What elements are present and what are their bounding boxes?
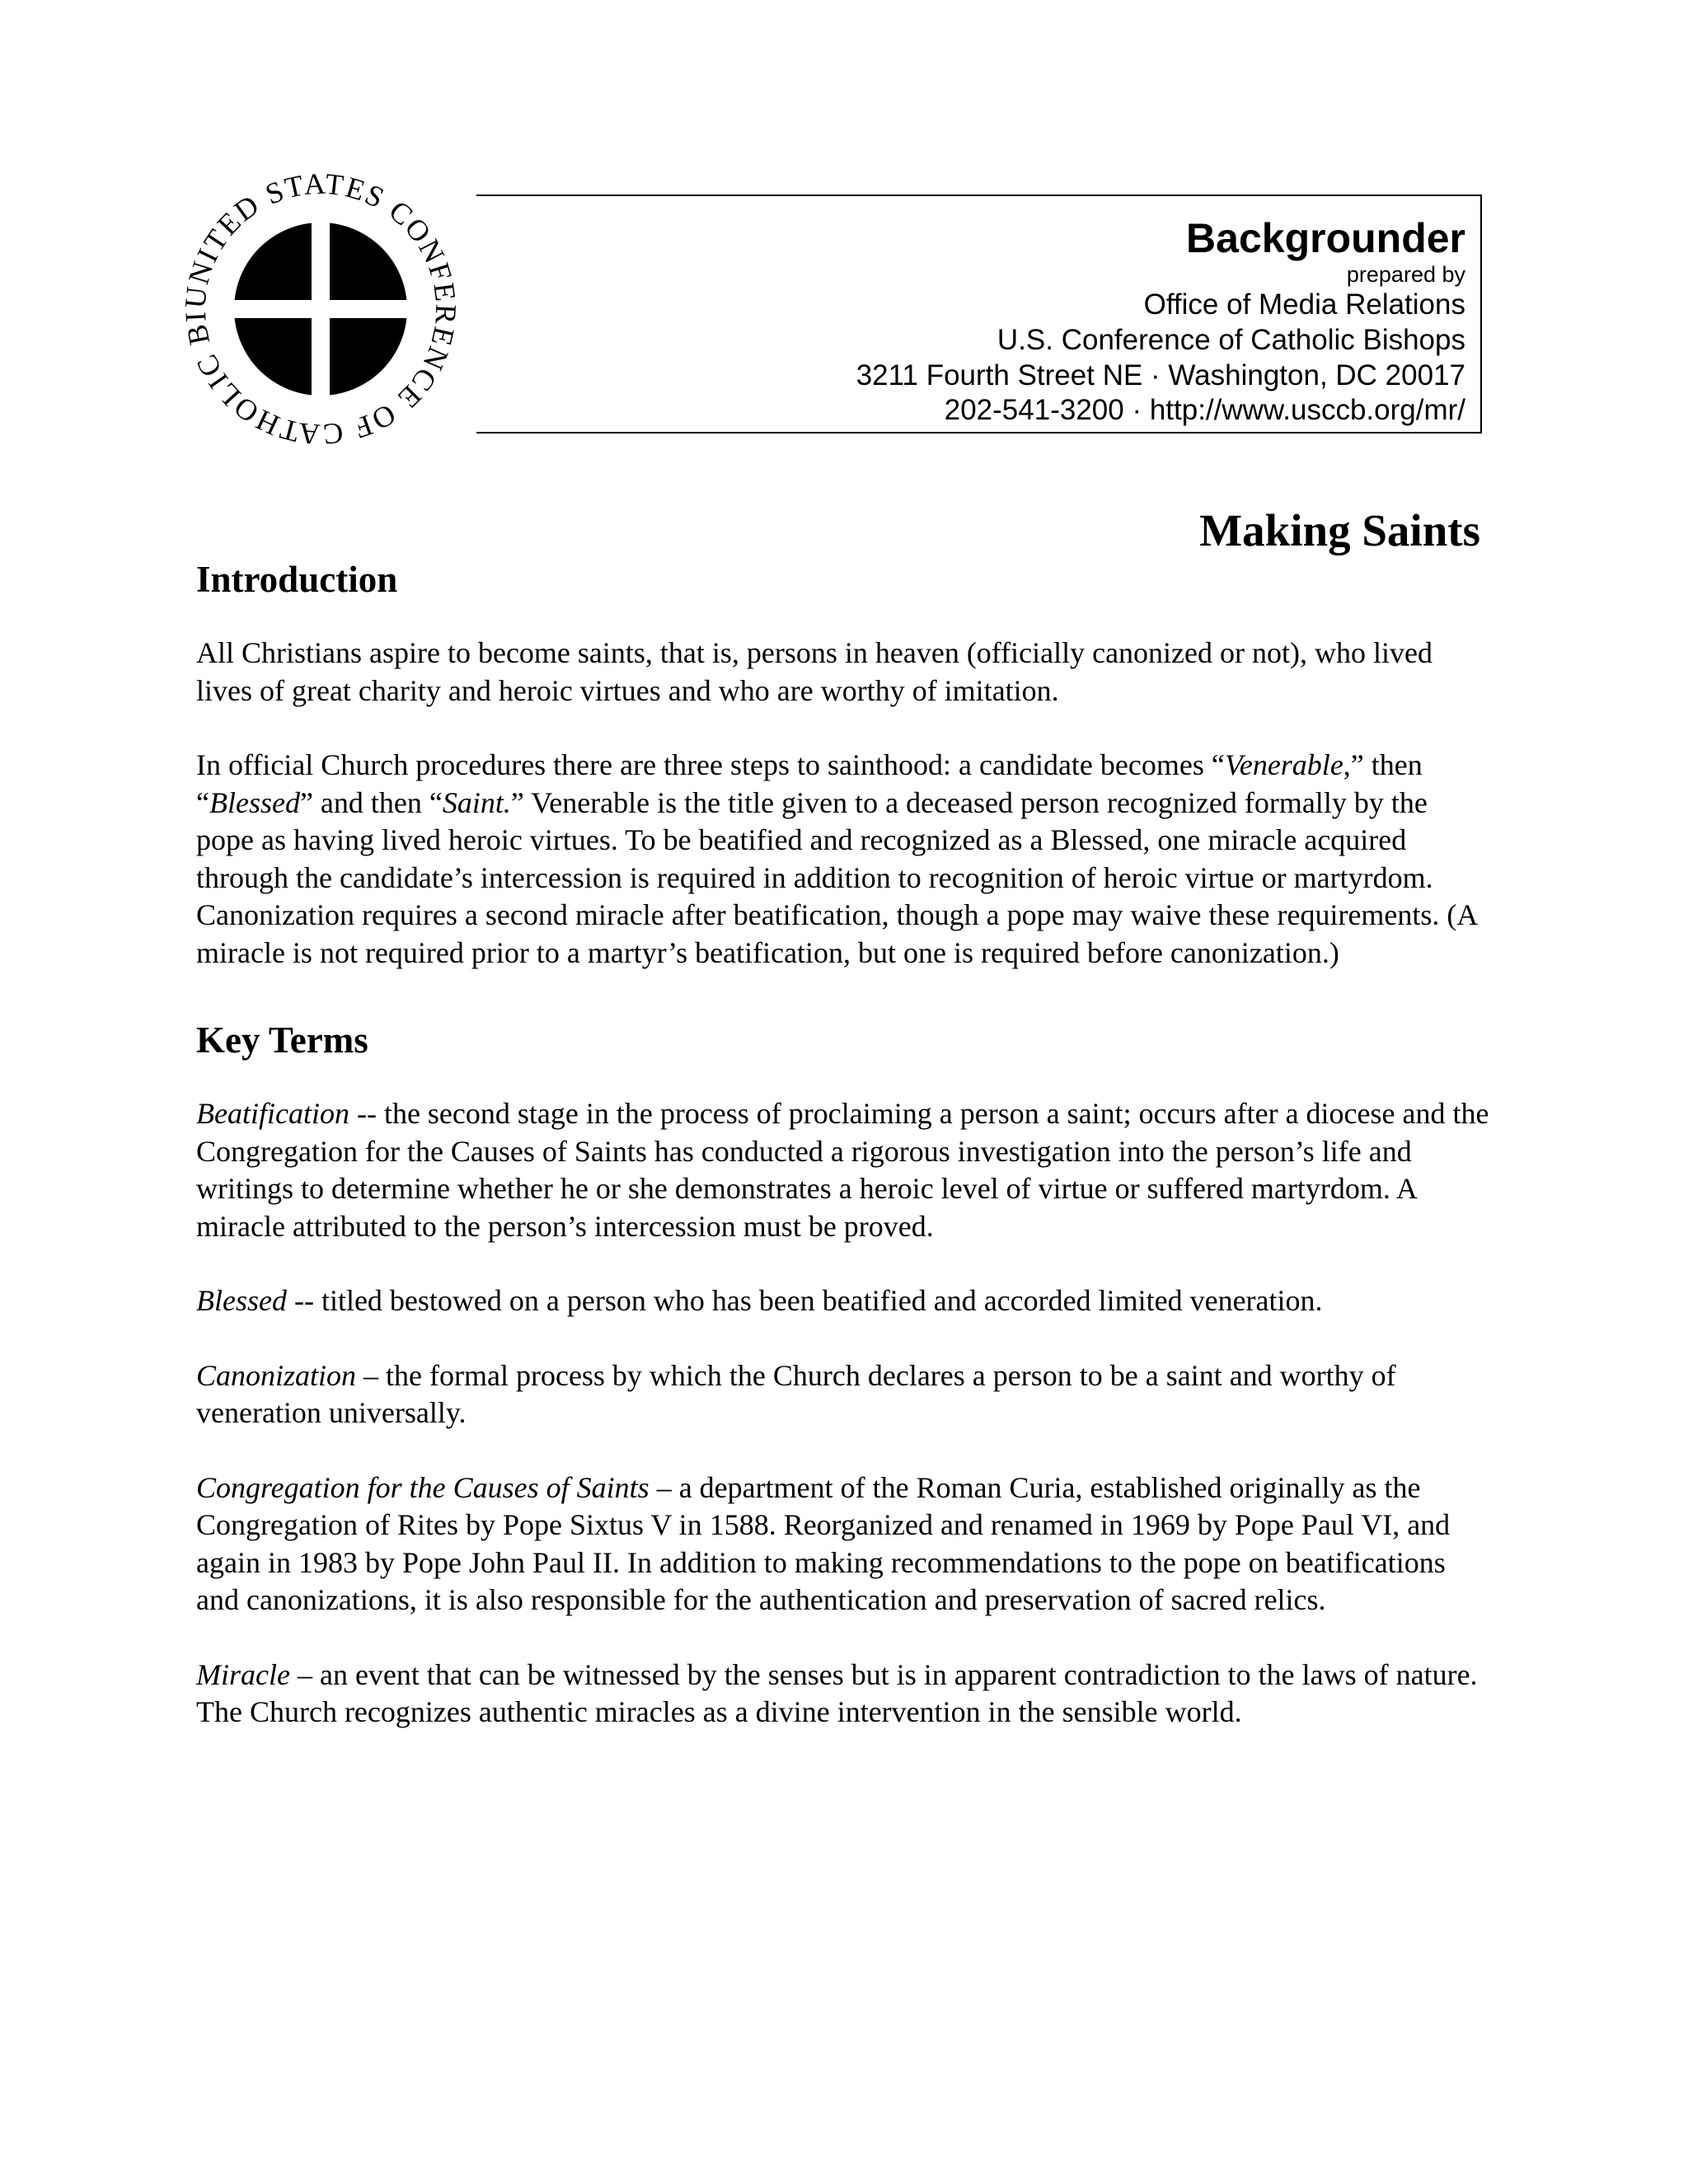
prepared-by-label: prepared by xyxy=(1346,262,1465,287)
term-saint: Saint. xyxy=(442,785,511,819)
document-body xyxy=(196,557,1490,1769)
key-term-definition: – a department of the Roman Curia, established originally as the Congregation of Rites by Pope Sixtus V in 1588. Reorganized and renamed in 1969 by Pope Paul VI, and again in 1983 by Pope John Paul II. In addition to making recommendations to the pope on beatifications and canonizations, it is also responsible for the authentication and preservation of sacred relics. xyxy=(196,1470,1451,1616)
key-term-definition: -- the second stage in the process of proclaiming a person a saint; occurs after a diocese and the Congregation for the Causes of Saints has conducted a rigorous investigation into the person’s life and writings to determine whether he or she demonstrates a heroic level of virtue or suffered martyrdom. A miracle attributed to the person’s intercession must be proved. xyxy=(196,1097,1489,1243)
svg-text:UNITED STATES CONFERENCE OF CA: NITED STATES CONF NCE OF CATHOLIC xyxy=(185,173,457,445)
key-terms-heading: Key Terms xyxy=(196,1019,368,1061)
key-term-name: Blessed xyxy=(196,1284,287,1317)
page-title: Making Saints xyxy=(1199,505,1480,555)
term-blessed: Blessed xyxy=(209,785,300,819)
key-term-name: Miracle xyxy=(196,1657,290,1691)
organization-name: U.S. Conference of Catholic Bishops xyxy=(996,324,1465,357)
key-term-name: Congregation for the Causes of Saints xyxy=(196,1470,649,1504)
contact-line: 202-541-3200 · http://www.usccb.org/mr/ xyxy=(944,394,1465,427)
key-term-item xyxy=(196,1282,1490,1320)
intro-paragraph-1: All Christians aspire to become saints, that is, persons in heaven (officially canonized or not), who lived lives of great charity and heroic virtues and who are worthy of imitation. xyxy=(196,636,1432,707)
key-term-name: Beatification xyxy=(196,1097,349,1130)
term-venerable: Venerable xyxy=(1224,748,1343,781)
key-term-item xyxy=(196,1357,1490,1432)
key-term-definition: -- titled bestowed on a person who has been beatified and accorded limited veneration. xyxy=(286,1284,1323,1317)
introduction-heading: Introduction xyxy=(196,559,398,600)
key-term-definition: – an event that can be witnessed by the senses but is in apparent contradiction to the laws of nature. The Church recognizes authentic miracles as a divine intervention in the sensible world. xyxy=(196,1657,1478,1728)
key-term-item xyxy=(196,1095,1490,1245)
key-term-item xyxy=(196,1469,1490,1619)
intro-paragraph-2: In official Church procedures there are three steps to sainthood: a candidate becomes “Venerable,” then “Blessed” and then “Saint.” Venerable is the title given to a deceased person recognized formally by the pope as having lived heroic virtues. To be beatified and recognized as a Blessed, one miracle acquired through the candidate’s intercession is required in addition to recognition of heroic virtue or martyrdom. Canonization requires a second miracle after beatification, though a pope may waive these requirements. (A miracle is not required prior to a martyr’s beatification, but one is required before canonization.) xyxy=(196,748,1477,969)
office-name: Office of Media Relations xyxy=(1143,288,1465,321)
usccb-logo xyxy=(185,173,457,445)
backgrounder-header xyxy=(476,194,1482,434)
key-term-item xyxy=(196,1657,1490,1732)
key-term-name: Canonization xyxy=(196,1358,357,1392)
address: 3211 Fourth Street NE · Washington, DC 20017 xyxy=(856,359,1465,391)
backgrounder-title: Backgrounder xyxy=(1186,215,1465,261)
usccb-cross-seal-icon xyxy=(185,173,457,445)
key-term-definition: – the formal process by which the Church declares a person to be a saint and worthy of veneration universally. xyxy=(196,1358,1396,1429)
